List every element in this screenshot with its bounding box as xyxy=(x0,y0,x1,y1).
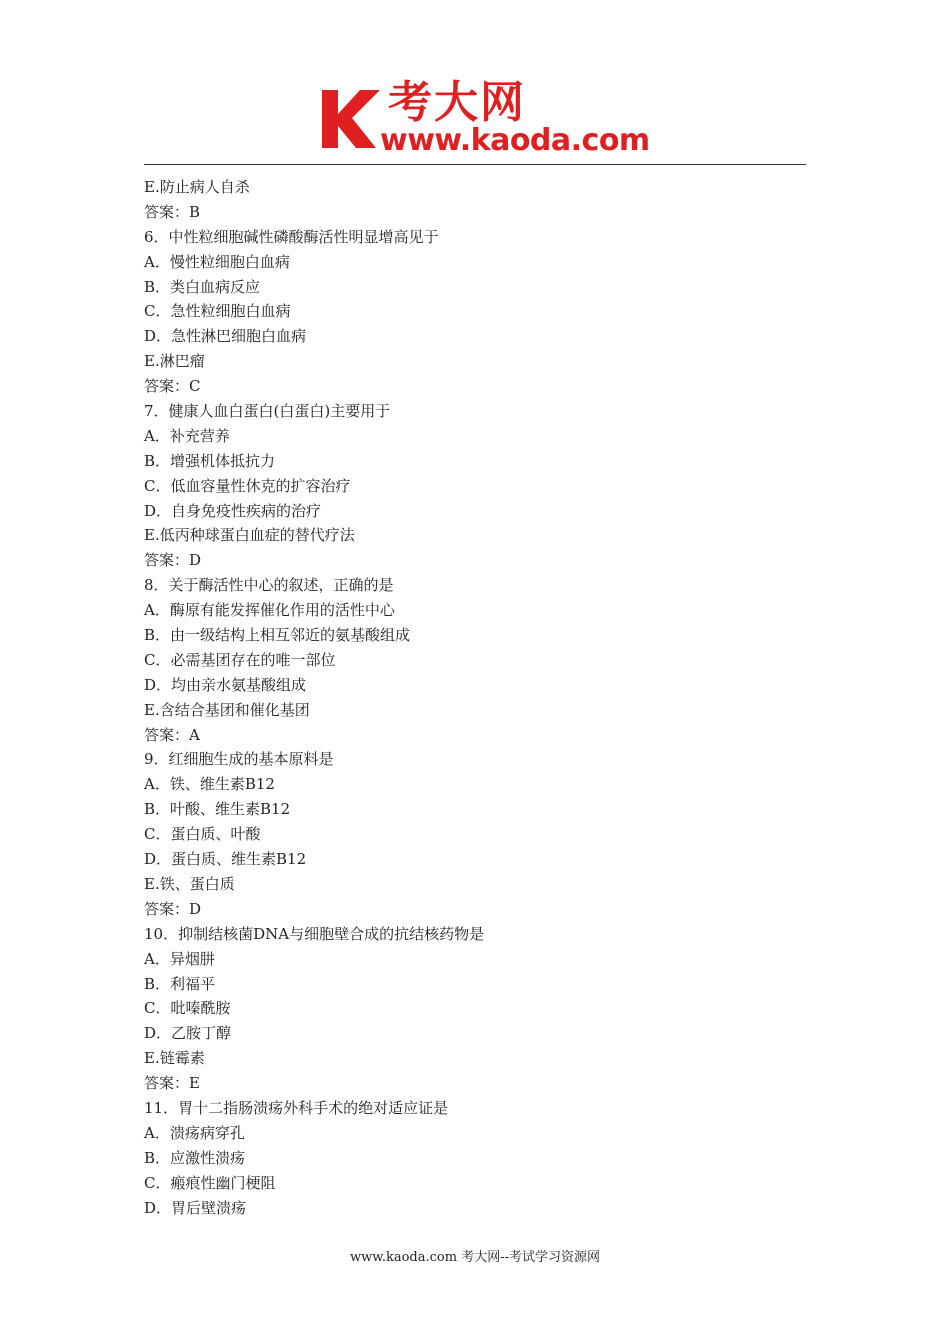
text-line: 答案：A xyxy=(144,725,200,744)
text-line: 答案：C xyxy=(144,377,201,396)
text-line: C．必需基团存在的唯一部位 xyxy=(144,650,336,669)
text-line: B．利福平 xyxy=(144,974,216,993)
k-logo-icon xyxy=(318,84,384,150)
text-line: B．应激性溃疡 xyxy=(144,1148,246,1167)
text-line: C．蛋白质、叶酸 xyxy=(144,825,261,844)
text-line: B．由一级结构上相互邻近的氨基酸组成 xyxy=(144,626,411,645)
text-line: A．慢性粒细胞白血病 xyxy=(144,252,290,271)
page-footer: www.kaoda.com 考大网--考试学习资源网 xyxy=(350,1250,600,1265)
text-line: B．类白血病反应 xyxy=(144,277,261,296)
text-line: A．酶原有能发挥催化作用的活性中心 xyxy=(144,601,395,620)
document-body xyxy=(144,175,806,1220)
text-line: D．蛋白质、维生素B12 xyxy=(144,850,307,869)
text-line: A．溃疡病穿孔 xyxy=(144,1123,245,1142)
text-line: C．低血容量性休克的扩容治疗 xyxy=(144,476,351,495)
text-line: 7．健康人血白蛋白(白蛋白)主要用于 xyxy=(144,402,391,421)
text-line: 11．胃十二指肠溃疡外科手术的绝对适应证是 xyxy=(144,1098,449,1117)
text-line: E.链霉素 xyxy=(144,1049,205,1068)
text-line: D．乙胺丁醇 xyxy=(144,1024,232,1043)
text-line: 8．关于酶活性中心的叙述，正确的是 xyxy=(144,576,394,595)
text-line: 10．抑制结核菌DNA与细胞壁合成的抗结核药物是 xyxy=(144,924,485,943)
text-line: A．铁、维生素B12 xyxy=(144,775,275,794)
text-line: E.低丙种球蛋白血症的替代疗法 xyxy=(144,526,355,545)
text-line: E.防止病人自杀 xyxy=(144,178,250,196)
text-line: C．急性粒细胞白血病 xyxy=(144,302,291,321)
text-line: 答案：D xyxy=(144,551,202,570)
text-line: 6．中性粒细胞碱性磷酸酶活性明显增高见于 xyxy=(144,227,439,246)
text-line: D．自身免疫性疾病的治疗 xyxy=(144,501,322,520)
text-line: D．均由亲水氨基酸组成 xyxy=(144,675,307,694)
text-line: 答案：E xyxy=(144,1074,200,1093)
page-header xyxy=(0,0,950,165)
text-line: E.淋巴瘤 xyxy=(144,352,205,371)
text-line: D．胃后壁溃疡 xyxy=(144,1198,247,1217)
text-line: A．异烟肼 xyxy=(144,949,215,968)
text-line: E.含结合基团和催化基团 xyxy=(144,700,310,719)
text-line: A．补充营养 xyxy=(144,426,230,445)
logo-url-text: www.kaoda.com xyxy=(380,123,650,158)
text-line: 答案：D xyxy=(144,899,202,918)
text-line: D．急性淋巴细胞白血病 xyxy=(144,327,307,346)
text-line: 答案：B xyxy=(144,202,201,221)
kaoda-logo[interactable] xyxy=(318,77,650,160)
text-line: E.铁、蛋白质 xyxy=(144,874,235,893)
header-divider xyxy=(144,164,806,165)
text-line: C．吡嗪酰胺 xyxy=(144,999,231,1018)
text-line: 9．红细胞生成的基本原料是 xyxy=(144,750,334,769)
text-line: C．瘢痕性幽门梗阻 xyxy=(144,1173,276,1192)
text-line: B．叶酸、维生素B12 xyxy=(144,800,291,819)
logo-cn-text: 考大网 xyxy=(388,77,526,128)
text-line: B．增强机体抵抗力 xyxy=(144,451,276,470)
